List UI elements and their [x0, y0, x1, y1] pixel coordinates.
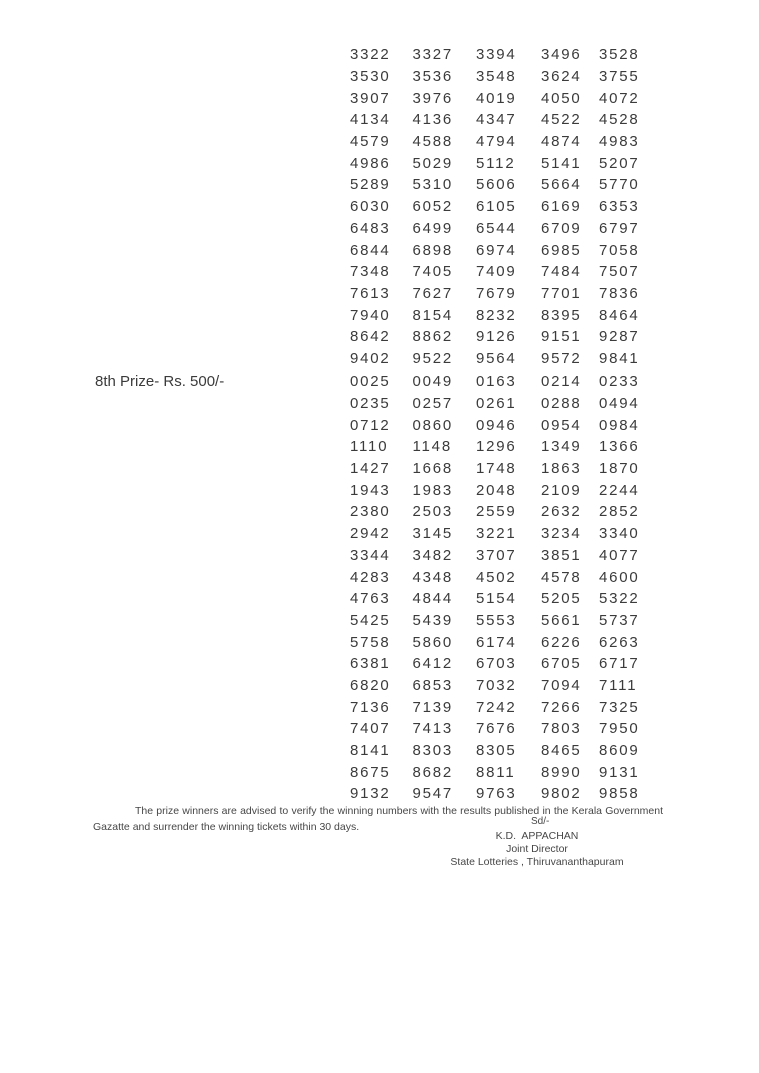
winning-number: 8465 — [541, 742, 582, 760]
advisory-note-line-1: The prize winners are advised to verify the winning numbers with the results published in the Kerala Government — [135, 805, 663, 817]
winning-number: 0214 — [541, 373, 582, 391]
winning-number: 8811 — [476, 763, 516, 781]
winning-number: 1349 — [541, 438, 582, 456]
winning-number: 7266 — [541, 698, 582, 716]
winning-number: 9132 — [350, 785, 391, 803]
winning-number: 5770 — [599, 176, 640, 194]
winning-number: 5606 — [476, 176, 517, 194]
winning-number: 4763 — [350, 590, 391, 608]
winning-number: 7950 — [599, 720, 640, 738]
winning-number: 7405 — [412, 263, 454, 281]
winning-number: 3530 — [350, 68, 391, 86]
winning-number: 3976 — [412, 89, 454, 107]
winning-number: 6844 — [350, 241, 391, 259]
winning-number: 7407 — [350, 720, 391, 738]
winning-number: 1148 — [412, 438, 452, 456]
signature-block — [427, 830, 647, 868]
winning-number: 2503 — [412, 503, 454, 521]
winning-number: 5207 — [599, 154, 640, 172]
winning-number: 6717 — [599, 655, 640, 673]
winning-number: 6263 — [599, 633, 640, 651]
winning-number: 5112 — [476, 154, 516, 172]
winning-number: 8154 — [412, 306, 454, 324]
winning-number: 9564 — [476, 349, 517, 367]
winning-number: 1366 — [599, 438, 640, 456]
winning-number: 8609 — [599, 742, 640, 760]
winning-number: 8642 — [350, 328, 391, 346]
winning-number: 5289 — [350, 176, 391, 194]
winning-number: 5439 — [412, 611, 454, 629]
winning-number: 7032 — [476, 676, 517, 694]
winning-number: 6483 — [350, 219, 391, 237]
winning-number: 4983 — [599, 133, 640, 151]
winning-number: 9402 — [350, 349, 391, 367]
winning-number: 7413 — [412, 720, 454, 738]
winning-number: 3548 — [476, 68, 517, 86]
winning-number: 8303 — [412, 742, 454, 760]
winning-number: 8682 — [412, 763, 454, 781]
winning-number: 6499 — [412, 219, 454, 237]
winning-number: 9858 — [599, 785, 640, 803]
winning-number: 7348 — [350, 263, 391, 281]
winning-number: 4283 — [350, 568, 391, 586]
winning-number: 3234 — [541, 525, 582, 543]
winning-number: 4134 — [350, 111, 391, 129]
winning-number: 5029 — [412, 154, 454, 172]
winning-number: 4347 — [476, 111, 517, 129]
winning-number: 4986 — [350, 154, 391, 172]
advisory-note-line-2: Gazatte and surrender the winning tickets within 30 days. — [93, 820, 360, 833]
winning-number: 7507 — [599, 263, 640, 281]
winning-number: 9131 — [599, 763, 640, 781]
winning-number: 3327 — [412, 46, 454, 64]
winning-number: 5425 — [350, 611, 391, 629]
winning-number: 8305 — [476, 742, 517, 760]
prize-label-8th: 8th Prize- Rs. 500/- — [95, 373, 225, 390]
signatory-name: K.D. APPACHAN — [495, 830, 579, 842]
winning-number: 0860 — [412, 416, 454, 434]
winning-number: 6898 — [412, 241, 454, 259]
winning-number: 3394 — [476, 46, 517, 64]
winning-number: 5758 — [350, 633, 391, 651]
winning-number: 4077 — [599, 546, 640, 564]
winning-number: 3221 — [476, 525, 517, 543]
winning-number: 1748 — [476, 460, 517, 478]
winning-number: 7701 — [541, 284, 582, 302]
winning-number: 4874 — [541, 133, 582, 151]
winning-number: 5664 — [541, 176, 582, 194]
winning-number: 9287 — [599, 328, 640, 346]
winning-number: 6381 — [350, 655, 391, 673]
winning-number: 3344 — [350, 546, 391, 564]
winning-number: 5205 — [541, 590, 582, 608]
winning-number: 6052 — [412, 198, 454, 216]
winning-number: 0163 — [476, 373, 517, 391]
winning-number: 7676 — [476, 720, 517, 738]
winning-number: 0946 — [476, 416, 517, 434]
winning-number: 6703 — [476, 655, 517, 673]
winning-number: 5860 — [412, 633, 454, 651]
winning-number: 1943 — [350, 481, 391, 499]
winning-number: 9151 — [541, 328, 582, 346]
winning-number: 3851 — [541, 546, 582, 564]
winning-number: 6853 — [412, 676, 454, 694]
winning-number: 3907 — [350, 89, 391, 107]
winning-number: 6705 — [541, 655, 582, 673]
winning-number: 2380 — [350, 503, 391, 521]
winning-number: 0984 — [599, 416, 640, 434]
winning-number: 3536 — [412, 68, 454, 86]
winning-number: 9547 — [412, 785, 454, 803]
winning-number: 0494 — [599, 395, 640, 413]
winning-number: 9126 — [476, 328, 517, 346]
winning-number: 7803 — [541, 720, 582, 738]
winning-number: 5661 — [541, 611, 582, 629]
winning-number: 3482 — [412, 546, 454, 564]
winning-number: 9572 — [541, 349, 582, 367]
winning-number: 3496 — [541, 46, 582, 64]
winning-number: 4019 — [476, 89, 517, 107]
winning-number: 2852 — [599, 503, 640, 521]
winning-number: 4578 — [541, 568, 582, 586]
winning-number: 1296 — [476, 438, 517, 456]
winning-number: 4844 — [412, 590, 454, 608]
winning-number: 2244 — [599, 481, 640, 499]
winning-number: 7325 — [599, 698, 640, 716]
winning-number: 0235 — [350, 395, 391, 413]
winning-number: 1427 — [350, 460, 391, 478]
winning-numbers-grid-8th-prize — [350, 371, 645, 805]
winning-number: 8862 — [412, 328, 454, 346]
signatory-organization: State Lotteries , Thiruvananthapuram — [450, 855, 624, 868]
winning-numbers-grid-continuation — [350, 44, 645, 369]
winning-number: 2942 — [350, 525, 391, 543]
winning-number: 0954 — [541, 416, 582, 434]
winning-number: 4050 — [541, 89, 582, 107]
winning-number: 8990 — [541, 763, 582, 781]
winning-number: 3322 — [350, 46, 391, 64]
winning-number: 7139 — [412, 698, 454, 716]
winning-number: 3755 — [599, 68, 640, 86]
winning-number: 1110 — [350, 438, 389, 456]
winning-number: 7940 — [350, 306, 391, 324]
winning-number: 5310 — [412, 176, 454, 194]
winning-number: 1863 — [541, 460, 582, 478]
winning-number: 9522 — [412, 349, 454, 367]
winning-number: 7136 — [350, 698, 391, 716]
winning-number: 6226 — [541, 633, 582, 651]
winning-number: 7242 — [476, 698, 517, 716]
winning-number: 3707 — [476, 546, 517, 564]
winning-number: 0288 — [541, 395, 582, 413]
winning-number: 8232 — [476, 306, 517, 324]
winning-number: 4528 — [599, 111, 640, 129]
winning-number: 2559 — [476, 503, 517, 521]
winning-number: 6985 — [541, 241, 582, 259]
winning-number: 4588 — [412, 133, 454, 151]
winning-number: 8141 — [350, 742, 391, 760]
winning-number: 4794 — [476, 133, 517, 151]
winning-number: 6709 — [541, 219, 582, 237]
winning-number: 7613 — [350, 284, 391, 302]
winning-number: 0261 — [476, 395, 517, 413]
winning-number: 2632 — [541, 503, 582, 521]
winning-number: 0712 — [350, 416, 391, 434]
winning-number: 3528 — [599, 46, 640, 64]
winning-number: 1983 — [412, 481, 454, 499]
winning-number: 5154 — [476, 590, 517, 608]
winning-number: 5737 — [599, 611, 640, 629]
winning-number: 4600 — [599, 568, 640, 586]
winning-number: 8395 — [541, 306, 582, 324]
winning-number: 4072 — [599, 89, 640, 107]
winning-number: 7409 — [476, 263, 517, 281]
winning-number: 6169 — [541, 198, 582, 216]
winning-number: 7836 — [599, 284, 640, 302]
winning-number: 6353 — [599, 198, 640, 216]
winning-number: 4522 — [541, 111, 582, 129]
winning-number: 9841 — [599, 349, 640, 367]
winning-number: 6797 — [599, 219, 640, 237]
winning-number: 9802 — [541, 785, 582, 803]
winning-number: 0233 — [599, 373, 640, 391]
winning-number: 0257 — [412, 395, 454, 413]
winning-number: 1668 — [412, 460, 454, 478]
winning-number: 9763 — [476, 785, 517, 803]
winning-number: 6544 — [476, 219, 517, 237]
winning-number: 4579 — [350, 133, 391, 151]
winning-number: 3624 — [541, 68, 582, 86]
winning-number: 3145 — [412, 525, 454, 543]
winning-number: 6030 — [350, 198, 391, 216]
winning-number: 6174 — [476, 633, 517, 651]
winning-number: 4136 — [412, 111, 454, 129]
winning-number: 6974 — [476, 241, 517, 259]
signatory-title: Joint Director — [506, 842, 568, 855]
winning-number: 0049 — [412, 373, 454, 391]
winning-number: 2048 — [476, 481, 517, 499]
winning-number: 6820 — [350, 676, 391, 694]
winning-number: 4348 — [412, 568, 454, 586]
winning-number: 7058 — [599, 241, 640, 259]
winning-number: 6412 — [412, 655, 454, 673]
winning-number: 8675 — [350, 763, 391, 781]
winning-number: 8464 — [599, 306, 640, 324]
winning-number: 7679 — [476, 284, 517, 302]
winning-number: 6105 — [476, 198, 517, 216]
winning-number: 5322 — [599, 590, 640, 608]
winning-number: 7627 — [412, 284, 454, 302]
winning-number: 7111 — [599, 676, 638, 694]
winning-number: 3340 — [599, 525, 640, 543]
winning-number: 7094 — [541, 676, 582, 694]
winning-number: 5141 — [541, 154, 582, 172]
winning-number: 0025 — [350, 373, 391, 391]
winning-number: 7484 — [541, 263, 582, 281]
winning-number: 2109 — [541, 481, 582, 499]
winning-number: 5553 — [476, 611, 517, 629]
winning-number: 4502 — [476, 568, 517, 586]
winning-number: 1870 — [599, 460, 640, 478]
signed-mark: Sd/- — [531, 816, 550, 827]
